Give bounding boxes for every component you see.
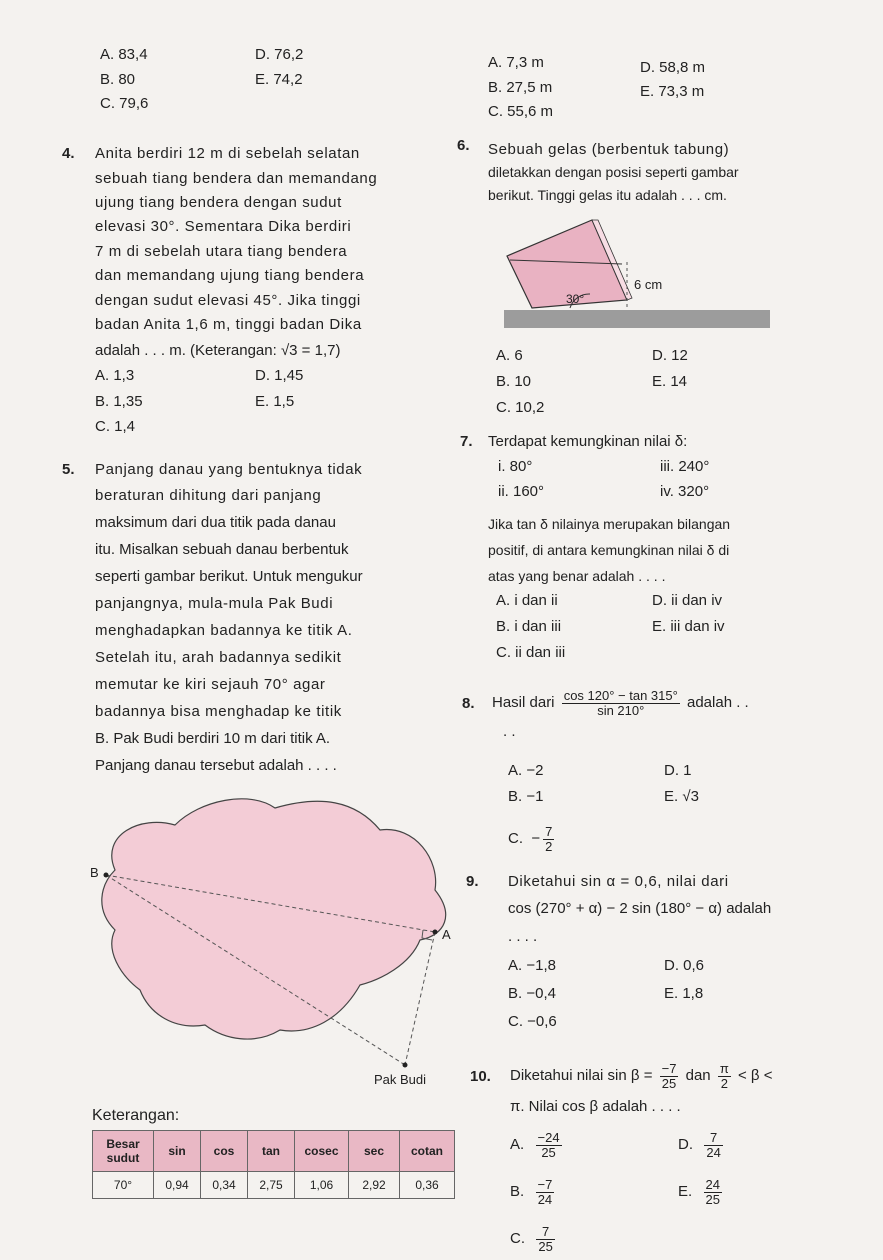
q8-option-b: B. −1 (508, 788, 544, 805)
q7-choice-iii: iii. 240° (660, 458, 710, 475)
q4-line: 7 m di sebelah utara tiang bendera (95, 243, 348, 260)
q7-choice-ii: ii. 160° (498, 483, 545, 500)
fig-label-30: 30° (566, 292, 585, 306)
q4-line: ujung tiang bendera dengan sudut (95, 194, 342, 211)
q10-prefix: Diketahui nilai sin β = (510, 1067, 653, 1084)
q7-line: Jika tan δ nilainya merupakan bilangan (488, 516, 731, 532)
q10-option-c-fraction (536, 1225, 554, 1254)
q10-option-d (678, 1128, 726, 1162)
q10-tail: < β < (737, 1067, 773, 1084)
q7-number: 7. (460, 433, 473, 450)
q3r-option-c: C. 55,6 m (488, 103, 554, 120)
q10-number: 10. (470, 1068, 491, 1085)
q5-line: menghadapkan badannya ke titik A. (95, 622, 353, 639)
q5-number: 5. (62, 461, 75, 478)
q9-option-a: A. −1,8 (508, 957, 556, 974)
q5-line: Panjang danau yang bentuknya tidak (95, 461, 363, 478)
q5-line: memutar ke kiri sejauh 70° agar (95, 676, 326, 693)
q10-pi-fraction (718, 1062, 731, 1091)
q9-option-b: B. −0,4 (508, 985, 556, 1002)
q8-option-c-fraction (543, 825, 554, 854)
q8-dots: . . (503, 723, 516, 740)
q9-line2: cos (270° + α) − 2 sin (180° − α) adalah (508, 900, 772, 917)
q8-option-e: E. √3 (664, 788, 699, 805)
q10-option-b-fraction (536, 1178, 555, 1207)
q10-option-b-label: B. (510, 1183, 525, 1200)
q10-option-b (510, 1175, 557, 1209)
lake-figure (80, 790, 460, 1090)
q8-prefix: Hasil dari (492, 694, 555, 711)
glass-figure (482, 212, 772, 332)
q6-option-b: B. 10 (496, 373, 532, 390)
fig-label-b: B (90, 865, 99, 880)
point-b (104, 873, 109, 878)
th-cosec: cosec (295, 1131, 349, 1172)
q10-option-c (510, 1222, 558, 1256)
q5-line: maksimum dari dua titik pada danau (95, 514, 336, 531)
q6-number: 6. (457, 137, 470, 154)
q10-mid: dan (685, 1067, 711, 1084)
q8-option-c-den: 2 (545, 838, 553, 854)
q3r-option-b: B. 27,5 m (488, 79, 553, 96)
q8-number: 8. (462, 695, 475, 712)
q10-option-e-num: 24 (705, 1176, 720, 1192)
q4-line: sebuah tiang bendera dan memandang (95, 170, 378, 187)
q8-suffix: adalah . . (687, 694, 749, 711)
q7-line: positif, di antara kemungkinan nilai δ di (488, 542, 730, 558)
q4-option-c: C. 1,4 (95, 418, 136, 435)
q8-denominator: sin 210° (597, 702, 645, 718)
q9-line1: Diketahui sin α = 0,6, nilai dari (508, 873, 729, 890)
td-cos: 0,34 (201, 1172, 248, 1199)
trig-table (92, 1130, 455, 1199)
td-sin: 0,94 (154, 1172, 201, 1199)
q4-line: dengan sudut elevasi 45°. Jika tinggi (95, 292, 361, 309)
q3l-option-a: A. 83,4 (100, 46, 148, 63)
q10-option-a-num: −24 (537, 1129, 560, 1145)
q10-option-d-num: 7 (704, 1131, 722, 1146)
q10-option-a-fraction (536, 1131, 562, 1160)
q8-numerator: cos 120° − tan 315° (563, 687, 678, 703)
q10-option-c-den: 25 (538, 1238, 553, 1254)
q9-option-e: E. 1,8 (664, 985, 704, 1002)
q5-line: Panjang danau tersebut adalah . . . . (95, 757, 337, 774)
q3l-option-d: D. 76,2 (255, 46, 304, 63)
th-cotan: cotan (400, 1131, 455, 1172)
q8-option-a: A. −2 (508, 762, 544, 779)
q6-option-c: C. 10,2 (496, 399, 545, 416)
q10-option-e-fraction (704, 1178, 722, 1207)
point-a (433, 930, 438, 935)
q7-choice-iv: iv. 320° (660, 483, 710, 500)
q10-option-a-label: A. (510, 1136, 525, 1153)
q10-line2: π. Nilai cos β adalah . . . . (510, 1098, 681, 1115)
q6-option-d: D. 12 (652, 347, 688, 364)
q5-line: seperti gambar berikut. Untuk mengukur (95, 568, 363, 585)
fig-label-a: A (442, 927, 451, 942)
q5-line: panjangnya, mula-mula Pak Budi (95, 595, 334, 612)
q7-option-a: A. i dan ii (496, 592, 558, 609)
q9-option-c: C. −0,6 (508, 1013, 557, 1030)
q10-option-d-den: 24 (706, 1144, 721, 1160)
th-tan: tan (248, 1131, 295, 1172)
q10-option-b-den: 24 (537, 1191, 553, 1207)
td-angle: 70° (93, 1172, 154, 1199)
q7-line: atas yang benar adalah . . . . (488, 568, 666, 584)
q10-sin-den: 25 (661, 1075, 677, 1091)
q4-line: elevasi 30°. Sementara Dika berdiri (95, 218, 352, 235)
th-sin: sin (154, 1131, 201, 1172)
q4-option-b: B. 1,35 (95, 393, 143, 410)
q4-line: Anita berdiri 12 m di sebelah selatan (95, 145, 360, 162)
q5-line: Setelah itu, arah badannya sedikit (95, 649, 342, 666)
th-cos: cos (201, 1131, 248, 1172)
q4-line: adalah . . . m. (Keterangan: √3 = 1,7) (95, 342, 341, 359)
q6-option-a: A. 6 (496, 347, 523, 364)
q8-option-c (508, 822, 557, 856)
q3l-option-b: B. 80 (100, 71, 136, 88)
td-cosec: 1,06 (295, 1172, 349, 1199)
q3r-option-e: E. 73,3 m (640, 83, 705, 100)
q8-option-c-sign: − (531, 830, 541, 847)
q8-option-c-label: C. (508, 830, 523, 847)
q10-sin-num: −7 (661, 1060, 677, 1076)
q9-line3: . . . . (508, 928, 538, 945)
q10-option-a (510, 1128, 565, 1162)
ground-bar (504, 310, 770, 328)
q10-option-d-fraction (704, 1131, 722, 1160)
th-besar-sudut: Besar sudut (93, 1131, 154, 1172)
q3r-option-a: A. 7,3 m (488, 54, 544, 71)
q8-expression (492, 686, 749, 720)
q10-sin-fraction (660, 1062, 679, 1091)
q6-option-e: E. 14 (652, 373, 688, 390)
q9-option-d: D. 0,6 (664, 957, 705, 974)
q7-option-e: E. iii dan iv (652, 618, 725, 635)
q10-option-d-label: D. (678, 1136, 693, 1153)
q6-line: Sebuah gelas (berbentuk tabung) (488, 141, 730, 158)
fig-label-budi: Pak Budi (374, 1072, 427, 1087)
q3l-option-e: E. 74,2 (255, 71, 303, 88)
q10-line1 (510, 1059, 772, 1093)
q4-number: 4. (62, 145, 75, 162)
q10-option-e (678, 1175, 725, 1209)
td-sec: 2,92 (349, 1172, 400, 1199)
q10-pi-den: 2 (720, 1075, 728, 1091)
q7-option-d: D. ii dan iv (652, 592, 723, 609)
td-cotan: 0,36 (400, 1172, 455, 1199)
q8-fraction (562, 689, 680, 718)
q4-line: badan Anita 1,6 m, tinggi badan Dika (95, 316, 362, 333)
q7-choice-i: i. 80° (498, 458, 533, 475)
fig-label-6cm: 6 cm (634, 277, 663, 292)
q7-intro: Terdapat kemungkinan nilai δ: (488, 433, 688, 450)
q6-line: berikut. Tinggi gelas itu adalah . . . cm. (488, 187, 727, 203)
q4-option-a: A. 1,3 (95, 367, 135, 384)
keterangan-label: Keterangan: (92, 1107, 180, 1124)
q7-option-b: B. i dan iii (496, 618, 562, 635)
q10-pi-num: π (719, 1060, 729, 1076)
q3r-option-d: D. 58,8 m (640, 59, 706, 76)
q4-option-e: E. 1,5 (255, 393, 295, 410)
q10-option-e-den: 25 (705, 1191, 720, 1207)
q10-option-a-den: 25 (541, 1144, 556, 1160)
lake-shape (102, 799, 446, 1039)
q10-option-e-label: E. (678, 1183, 693, 1200)
q8-option-c-num: 7 (545, 823, 553, 839)
td-tan: 2,75 (248, 1172, 295, 1199)
q6-line: diletakkan dengan posisi seperti gambar (488, 164, 739, 180)
th-sec: sec (349, 1131, 400, 1172)
q5-line: B. Pak Budi berdiri 10 m dari titik A. (95, 730, 331, 747)
q3l-option-c: C. 79,6 (100, 95, 149, 112)
q5-line: itu. Misalkan sebuah danau berbentuk (95, 541, 349, 558)
q10-option-c-num: 7 (536, 1225, 554, 1240)
q9-number: 9. (466, 873, 479, 890)
q4-line: dan memandang ujung tiang bendera (95, 267, 365, 284)
q5-line: badannya bisa menghadap ke titik (95, 703, 342, 720)
q10-option-c-label: C. (510, 1230, 525, 1247)
q4-option-d: D. 1,45 (255, 367, 304, 384)
q7-option-c: C. ii dan iii (496, 644, 566, 661)
q8-option-d: D. 1 (664, 762, 692, 779)
q10-option-b-num: −7 (537, 1176, 553, 1192)
point-budi (403, 1063, 408, 1068)
q5-line: beraturan dihitung dari panjang (95, 487, 322, 504)
